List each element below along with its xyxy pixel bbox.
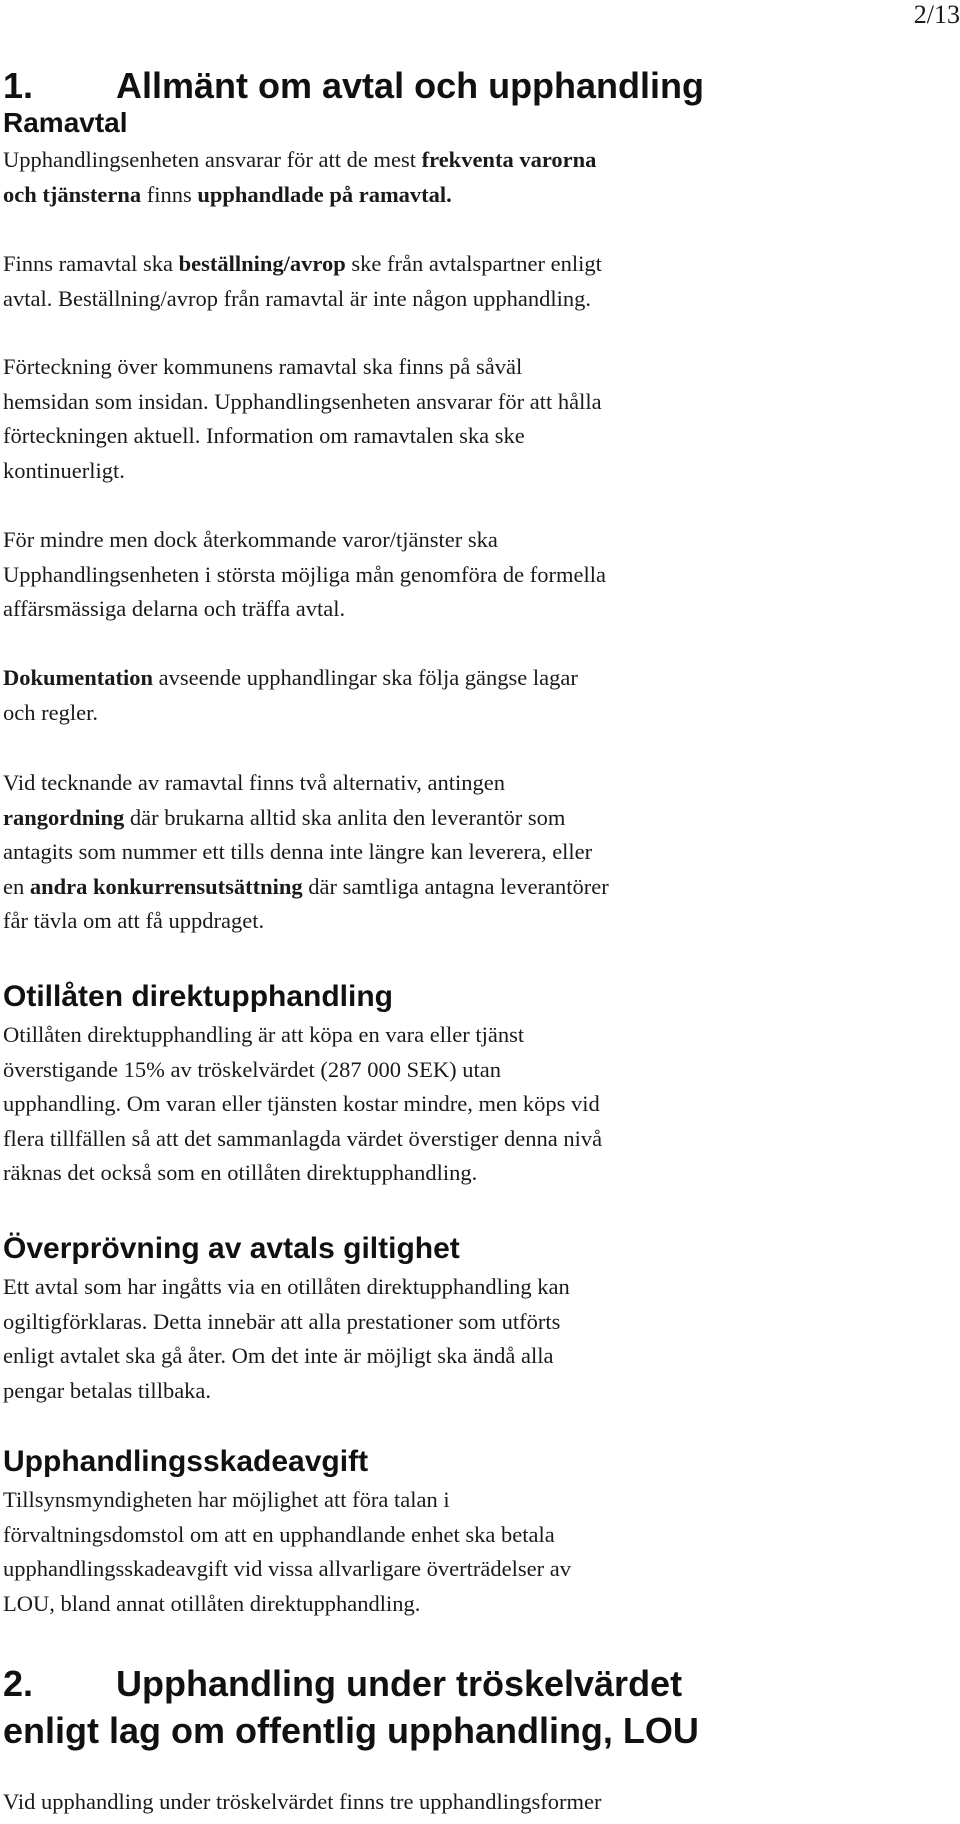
bold-text: upphandlade på ramavtal. — [197, 181, 452, 207]
text-span: där brukarna alltid ska anlita den leverantör som — [124, 804, 566, 830]
text-line: förvaltningsdomstol om att en upphandlande enhet ska betala — [3, 1521, 555, 1547]
text-line: och regler. — [3, 699, 98, 725]
text-line: antagits som nummer ett tills denna inte längre kan leverera, eller — [3, 839, 593, 864]
text-line: Upphandlingsenheten i största möjliga mån genomföra de formella — [3, 561, 606, 587]
text-span: ske från avtalspartner enligt — [345, 251, 602, 276]
otillaten-heading: Otillåten direktupphandling — [3, 980, 393, 1013]
text-line: ogiltigförklaras. Detta innebär att alla prestationer som utförts — [3, 1308, 561, 1334]
text-line: räknas det också som en otillåten direktupphandling. — [3, 1160, 478, 1185]
text-line: kontinuerligt. — [3, 457, 125, 483]
text-line: Otillåten direktupphandling är att köpa en vara eller tjänst — [3, 1022, 525, 1047]
text-line: flera tillfällen så att det sammanlagda värdet överstiger denna nivå — [3, 1125, 603, 1151]
page-number: 2/13 — [913, 0, 960, 29]
final-paragraph — [3, 1785, 923, 1820]
text-line: hemsidan som insidan. Upphandlingsenheten ansvarar för att hålla — [3, 388, 602, 414]
skadeavgift-paragraph — [3, 1483, 923, 1621]
text-line: affärsmässiga delarna och träffa avtal. — [3, 596, 346, 621]
ramavtal-paragraph-6 — [3, 766, 923, 939]
text-line — [3, 661, 923, 696]
text-line — [3, 801, 923, 836]
bold-text: andra konkurrensutsättning — [29, 873, 303, 899]
skadeavgift-heading: Upphandlingsskadeavgift — [3, 1445, 369, 1478]
section-1-title: Allmänt om avtal och upphandling — [116, 65, 705, 106]
text-line: Vid upphandling under tröskelvärdet finns tre upphandlingsformer — [3, 1789, 602, 1814]
text-span: en — [3, 873, 30, 899]
text-span: där samtliga antagna leverantörer — [302, 873, 609, 899]
text-line: förteckningen aktuell. Information om ramavtalen ska ske — [3, 423, 525, 448]
ramavtal-paragraph-2 — [3, 247, 923, 316]
text-line: pengar betalas tillbaka. — [3, 1377, 212, 1403]
bold-text: beställning/avrop — [178, 251, 346, 276]
overprovning-paragraph — [3, 1270, 923, 1408]
text-line: får tävla om att få uppdraget. — [3, 908, 265, 933]
ramavtal-paragraph-4 — [3, 523, 923, 627]
overprovning-heading: Överprövning av avtals giltighet — [3, 1232, 460, 1265]
text-line: överstigande 15% av tröskelvärdet (287 000 SEK) utan — [3, 1056, 501, 1082]
section-1-number: 1. — [3, 65, 34, 106]
text-line: upphandlingsskadeavgift vid vissa allvarligare överträdelser av — [3, 1556, 571, 1581]
text-span: avseende upphandlingar ska följa gängse lagar — [153, 665, 578, 690]
text-line: upphandling. Om varan eller tjänsten kostar mindre, men köps vid — [3, 1091, 600, 1116]
text-line: avtal. Beställning/avrop från ramavtal är inte någon upphandling. — [3, 285, 591, 311]
text-line: Vid tecknande av ramavtal finns två alternativ, antingen — [3, 770, 505, 795]
text-line: För mindre men dock återkommande varor/tjänster ska — [3, 527, 498, 552]
text-line: Ett avtal som har ingåtts via en otillåten direktupphandling kan — [3, 1274, 570, 1299]
section-2-title: Upphandling under tröskelvärdet — [116, 1663, 683, 1704]
ramavtal-paragraph-1 — [3, 143, 923, 212]
bold-text: Dokumentation — [3, 665, 154, 690]
text-line: enligt avtalet ska gå åter. Om det inte är möjligt ska ändå alla — [3, 1343, 554, 1368]
text-span: Finns ramavtal ska — [3, 251, 179, 276]
text-line — [3, 178, 923, 213]
text-line: LOU, bland annat otillåten direktupphandling. — [3, 1590, 421, 1616]
otillaten-paragraph — [3, 1018, 923, 1191]
bold-text: frekventa varorna — [421, 147, 597, 172]
text-span: finns — [141, 181, 198, 207]
section-2-heading — [3, 1664, 682, 1704]
text-line — [3, 870, 923, 905]
ramavtal-paragraph-3 — [3, 350, 923, 488]
text-line: Tillsynsmyndigheten har möjlighet att föra talan i — [3, 1487, 450, 1512]
bold-text: rangordning — [3, 804, 125, 830]
text-line — [3, 143, 923, 178]
ramavtal-heading: Ramavtal — [3, 107, 128, 138]
text-span: Upphandlingsenheten ansvarar för att de mest — [3, 147, 422, 172]
section-2-title-continued: enligt lag om offentlig upphandling, LOU — [3, 1710, 699, 1751]
section-1-heading — [3, 66, 704, 106]
text-line: Förteckning över kommunens ramavtal ska finns på såväl — [3, 354, 523, 379]
text-line — [3, 247, 923, 282]
bold-text: och tjänsterna — [3, 181, 142, 207]
section-2-number: 2. — [3, 1663, 34, 1704]
ramavtal-paragraph-5 — [3, 661, 923, 730]
